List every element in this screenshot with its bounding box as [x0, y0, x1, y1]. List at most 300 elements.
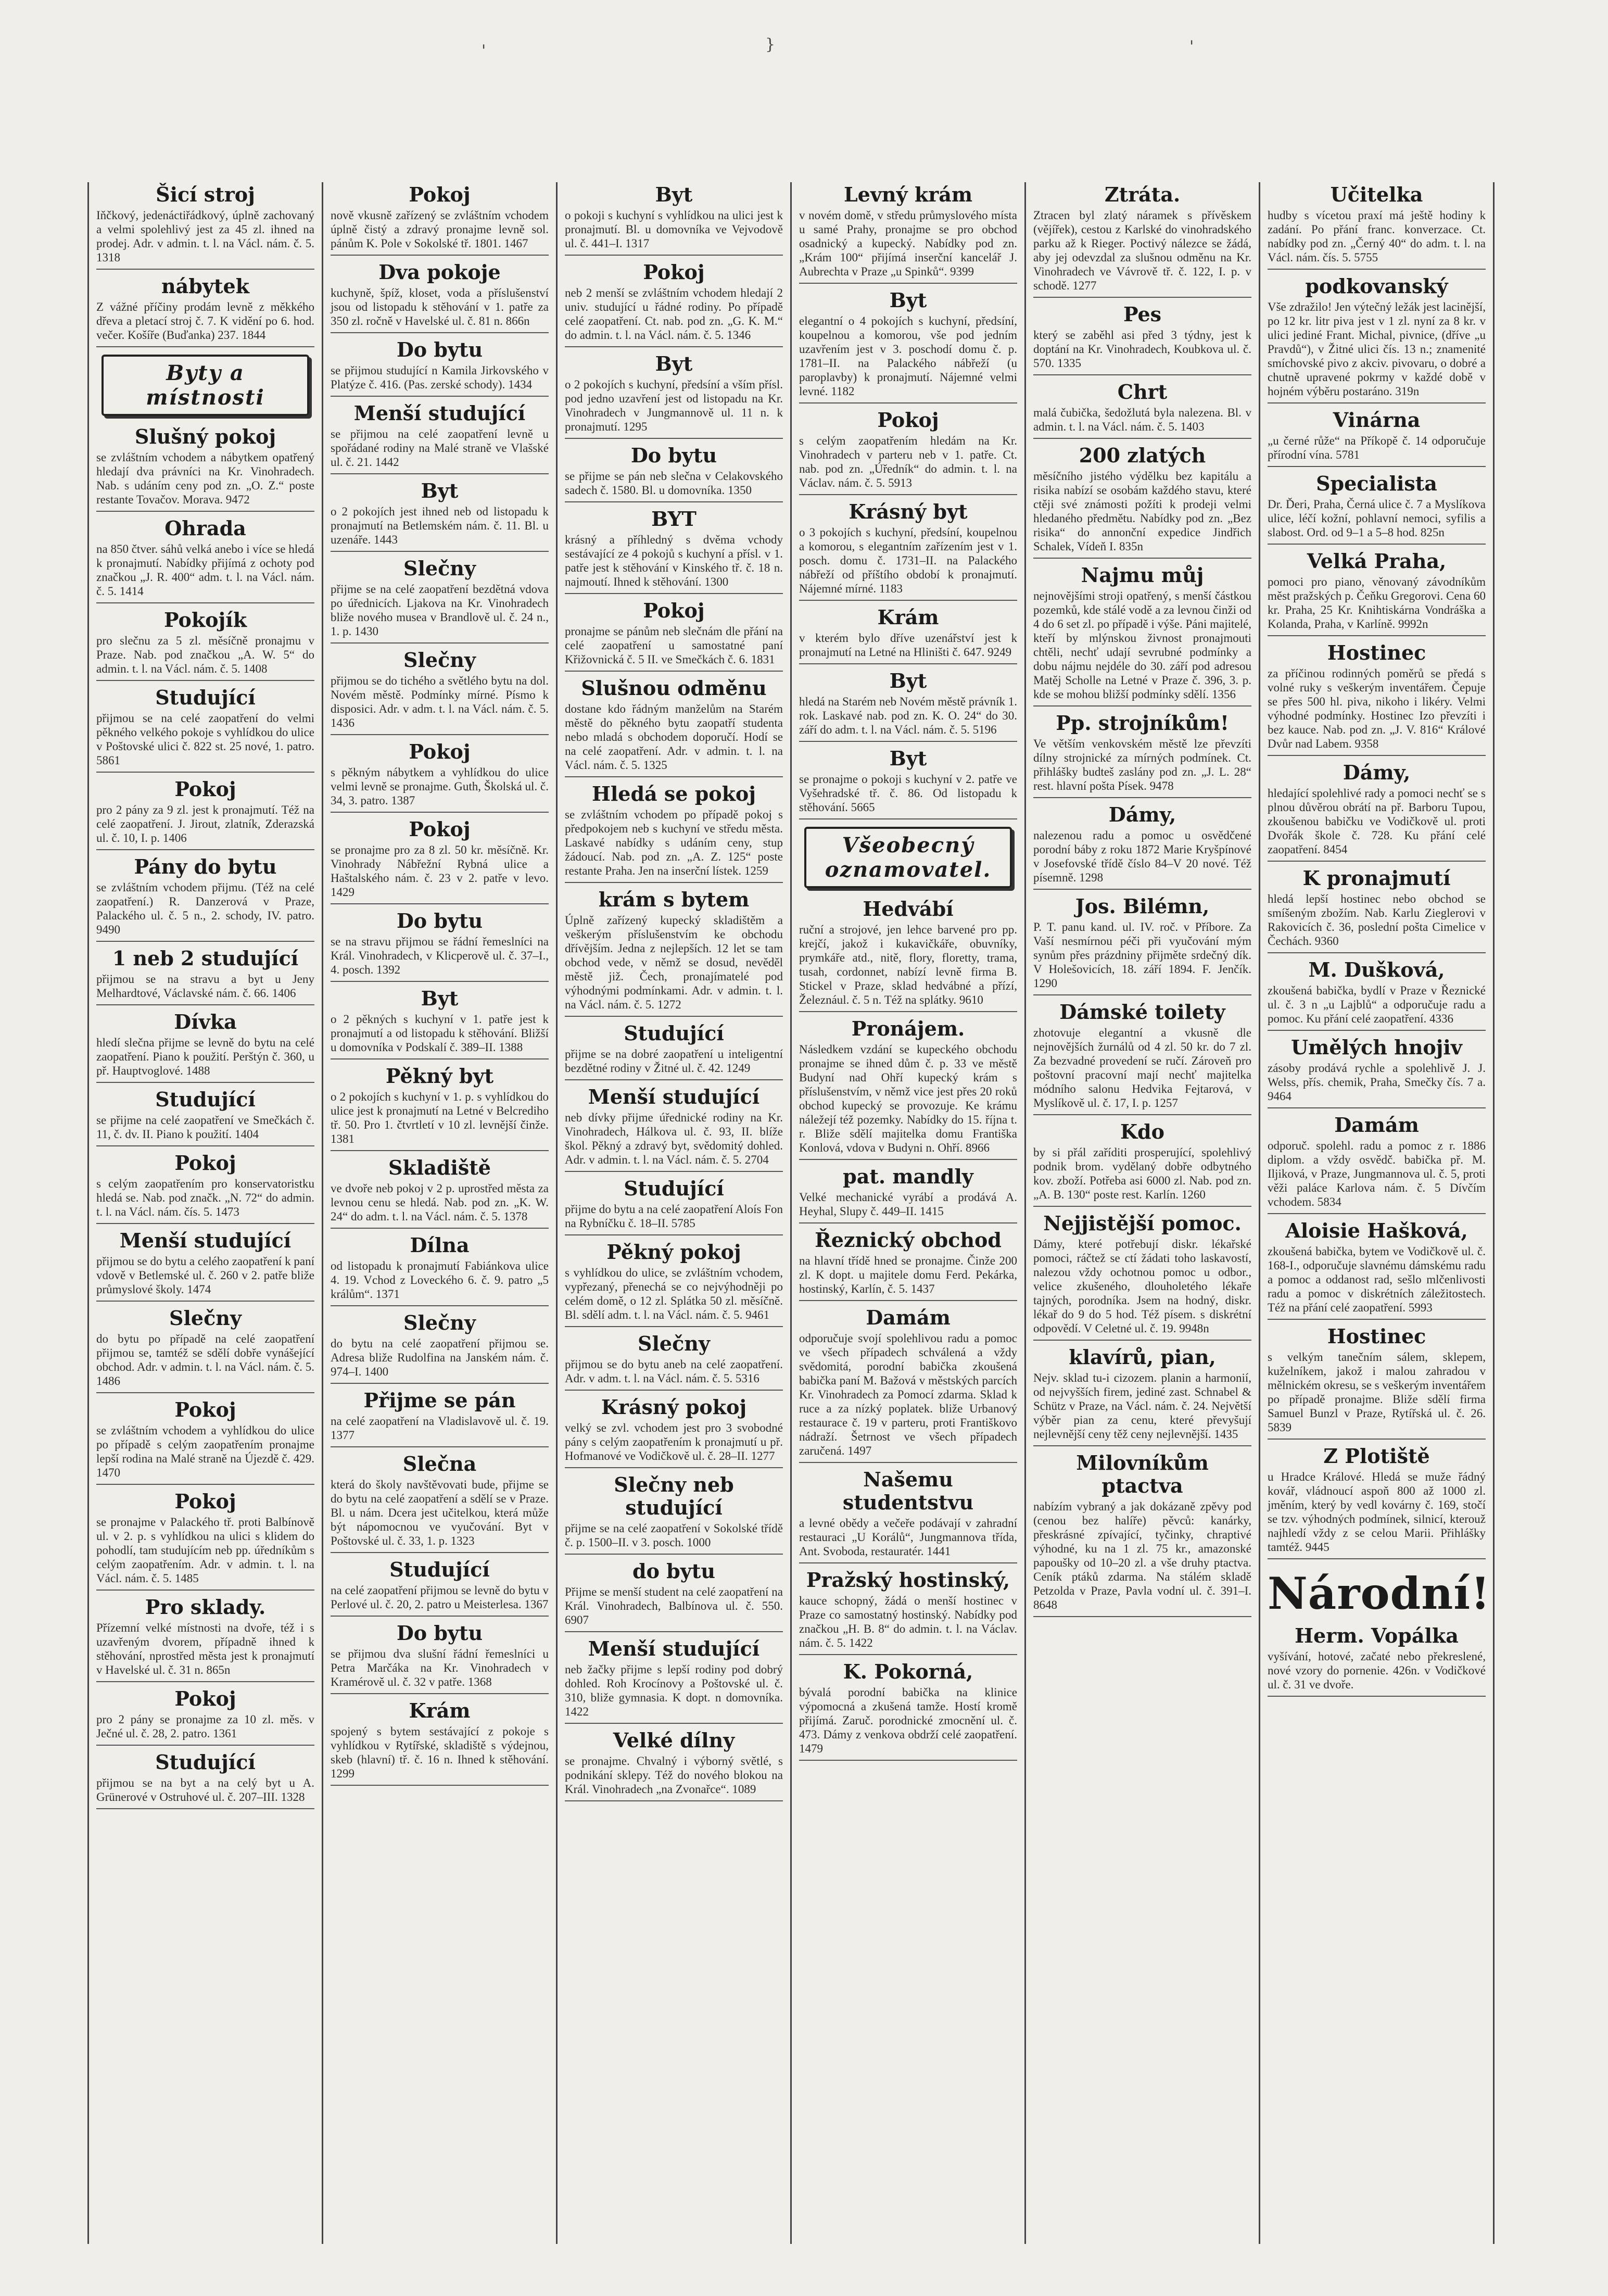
- ad-heading: Pokoj: [409, 183, 471, 206]
- ad-heading: Hedvábí: [863, 897, 954, 920]
- ad-heading: 1 neb 2 studující: [112, 947, 299, 970]
- ad-body: v novém domě, v středu průmyslového místa u samé Prahy, pronajme se pro obchod osadnický a kupecký. Nabídky pod zn. „Krám 100“ přijímá inserční kancelář J. Aubrechta v Praze „u Spinků“. 9399: [799, 209, 1017, 278]
- classified-ad: [565, 1473, 783, 1555]
- classified-ad: [799, 1229, 1017, 1301]
- classified-ad: [1268, 472, 1486, 545]
- column-5: [1026, 182, 1260, 2244]
- ad-heading: Damám: [866, 1306, 951, 1329]
- ad-heading: Menší studující: [353, 401, 526, 425]
- ad-body: s velkým tanečním sálem, sklepem, kuželníkem, jakož i malou zahradou v mělnickém okresu, se s veškerým inventářem po případě pronajme. Bliže sdělí firma Samuel Bunzl v Praze, Rytířská ul. č. 26. 5839: [1268, 1351, 1486, 1434]
- classified-ad: [331, 1311, 549, 1384]
- ad-heading: nábytek: [161, 274, 249, 298]
- ad-body: zkoušená babička, bytem ve Vodičkově ul. č. 168-I., odporučuje slavnému dámskému radu a pomoc a oddanost rad, sešlo mlčenlivosti radu a pomoc v diskrétních záležitostech. Též na přání celé zaopatření. 5993: [1268, 1245, 1486, 1314]
- ad-heading: Šicí stroj: [156, 183, 255, 206]
- ad-body: elegantní o 4 pokojích s kuchyní, předsíní, koupelnou a komorou, vše pod jedním uzavřením jest v 3. poschodí domu č. p. 1781–II. na Palackého nábřeží (u paroplavby) k pronajmutí. Nájemné velmi levné. 1182: [799, 314, 1017, 398]
- ad-body: Vše zdražilo! Jen výtečný ležák jest lacinější, po 12 kr. litr piva jest v 1 zl. nyní za 8 kr. v ulici jediné Frant. Michal, pivnice, (dříve „u Pravdů“), v Žitné ulici čís. 13 n.; znamenité smíchovské pivo z akciv. pivovaru, o dobré a chutně upravené pokrmy v každé době v hojném výběru postaráno. 319n: [1268, 300, 1486, 398]
- column-1: [89, 182, 323, 2244]
- classified-ad: [565, 1332, 783, 1391]
- ad-body: nově vkusně zařízený se zvláštním vchodem úplně čistý a zdravý pronajme levně sol. pánům K. Pole v Sokolské tř. 1801. 1467: [331, 209, 549, 250]
- classified-ad: [1033, 1212, 1251, 1341]
- classified-ad: [565, 1637, 783, 1724]
- ad-heading: K. Pokorná,: [843, 1660, 973, 1683]
- ad-body: se přijmou dva slušní řádní řemeslníci u Petra Marčáka na Kr. Vinohradech v Kramérově ul. č. 32 v patře. 1368: [331, 1647, 549, 1688]
- classified-ad: [331, 338, 549, 397]
- ad-body: hledající spolehlivé rady a pomoci nechť se s plnou důvěrou obrátí na př. Barboru Tupou, zkoušenou babičku ve Vodičkově ul. proti Dvořák škole č. 728. Ku přání celé zaopatření. 8454: [1268, 787, 1486, 856]
- ad-heading: Pokoj: [174, 1490, 236, 1513]
- ad-heading: Studující: [389, 1558, 490, 1581]
- ad-body: přijmou se do bytu aneb na celé zaopatření. Adr. v adm. t. l. na Václ. nám. č. 5. 5316: [565, 1358, 783, 1385]
- ad-body: o 2 pěkných s kuchyní v 1. patře jest k pronajmutí a od listopadu k stěhování. Bližší u domovníka v Podskalí č. 389–II. 1388: [331, 1013, 549, 1054]
- classified-ad: [331, 480, 549, 552]
- ad-body: Následkem vzdání se kupeckého obchodu pronajme se ihned dům č. p. 33 ve městě Budyní nad Ohří kupecký krám s příslušenstvím, v němž vice jest přes 20 roků obchod kupecký se provozuje. Ke krámu náležejí též pozemky. Nabídky do 15. října t. r. Bliže sdělí majitelka domu Františka Konlová, vdova v Budyni n. Ohří. 8966: [799, 1043, 1017, 1154]
- classified-ad: [1033, 381, 1251, 439]
- classified-ad: [1033, 1120, 1251, 1207]
- ad-body: s celým zaopatřením pro konservatoristku hledá se. Nab. pod značk. „N. 72“ do admin. t. l. na Václ. nám. čís. 5. 1473: [96, 1177, 314, 1218]
- top-mark-2: }: [765, 35, 776, 54]
- classified-ad: [1033, 303, 1251, 375]
- ad-heading: krám s bytem: [598, 888, 750, 911]
- ad-heading: Byt: [421, 987, 459, 1010]
- classified-ad: [799, 1017, 1017, 1160]
- ad-heading: Krám: [877, 605, 939, 629]
- ad-body: od listopadu k pronajmutí Fabiánkova ulice 4. 19. Vchod z Loveckého 6. č. 9. patro „5 králům“. 1371: [331, 1259, 549, 1301]
- classified-ad: [1033, 1346, 1251, 1446]
- ad-body: o 2 pokojích s kuchyní v 1. p. s vyhlídkou do ulice jest k pronajmutí na Letné v Belcrediho tř. 50. Pro 1. čtvrtletí v 10 zl. levnější činže. 1381: [331, 1090, 549, 1145]
- ad-body: o pokoji s kuchyní s vyhlídkou na ulici jest k pronajmutí. Bl. u domovníka ve Vejvodově ul. č. 441–I. 1317: [565, 209, 783, 250]
- ad-body: se zvláštním vchodem a vyhlídkou do ulice po případě s celým zaopatřením pronajme lepší rodina na Malé straně na Újezdě č. 429. 1470: [96, 1424, 314, 1479]
- classified-ad: [96, 1596, 314, 1682]
- ad-body: do bytu na celé zaopatření přijmou se. Adresa bliže Rudolfina na Janském nám. č. 974–I. 1400: [331, 1337, 549, 1378]
- classified-ad: [1268, 1114, 1486, 1214]
- classified-ad: [96, 1088, 314, 1146]
- classified-ad: [565, 508, 783, 594]
- ad-body: pomoci pro piano, věnovaný závodníkům měst pražských p. Čeňku Gregorovi. Cena 60 kr. Praha, 25 Kr. Knihtiskárna Vondráška a Kolanda, Praha, v Karlíně. 9992n: [1268, 575, 1486, 630]
- ad-body: se zvláštním vchodem a nábytkem opatřený hledají dva právníci na Kr. Vinohradech. Nab. s udáním ceny pod zn. „O. Z.“ poste restante Tovačov. Morava. 9472: [96, 451, 314, 506]
- ad-heading: Slušný pokoj: [134, 425, 276, 448]
- ad-body: „u černé růže“ na Příkopě č. 14 odporučuje přírodní vína. 5781: [1268, 434, 1486, 461]
- column-3: [558, 182, 792, 2244]
- ad-heading: Milovníkům ptactva: [1076, 1451, 1209, 1497]
- ad-heading: Byt: [889, 288, 927, 312]
- ad-body: Iňčkový, jedenáctiřádkový, úplně zachovaný a velmi spolehlivý jest za 45 zl. ihned na prodej. Adr. v admin. t. l. na Václ. nám. č. 5. 1318: [96, 209, 314, 264]
- ad-body: nabízím vybraný a jak dokázaně zpěvy pod (cenou bez halíře) pěvců: kanárky, přeskrásné zpívající, tyčinky, chraptivé výhodné, ku na 1 zl. 75 kr., amazonské papoušky od 10–20 zl. a vše druhy ptactva. Ceník ptáků zdarma. Na stálém skladě Petzolda v Praze, Pavla vodní ul. č. 391–I. 8648: [1033, 1500, 1251, 1611]
- classified-ad: [96, 609, 314, 681]
- ad-heading: Pokoj: [174, 1398, 236, 1421]
- ad-body: se přijme na celé zaopatření ve Smečkách č. 11, č. dv. II. Piano k použití. 1404: [96, 1114, 314, 1141]
- ad-body: zhotovuje elegantní a vkusně dle nejnovějších žurnálů od 4 zl. 50 kr. do 7 zl. Za bezvadné provedení se ručí. Zároveň pro poštovní pracovní mají nechť majitelka módního salonu Hedvika Fejtarová, v Myslíkově ul. č. 17, I. p. 1257: [1033, 1026, 1251, 1109]
- ad-heading: Studující: [155, 1088, 256, 1111]
- ad-heading: Byt: [889, 669, 927, 692]
- ad-heading: Slečna: [402, 1452, 477, 1475]
- classified-ad: [1268, 1624, 1486, 1697]
- classified-ad: [331, 183, 549, 256]
- classified-ad: [799, 1165, 1017, 1223]
- classified-ad: [565, 1022, 783, 1080]
- ad-heading: Pokoj: [643, 599, 705, 622]
- classified-ad: [799, 500, 1017, 601]
- ad-heading: Dívka: [174, 1010, 237, 1033]
- ad-body: pronajme se pánům neb slečnám dle přání na celé zaopatření u samostatné paní Křižovnická č. 5 II. ve Smečkách č. 6. 1831: [565, 625, 783, 666]
- ad-heading: Pokoj: [643, 260, 705, 284]
- ad-heading: BYT: [651, 507, 697, 531]
- ad-heading: Byt: [655, 183, 693, 206]
- classified-ad: [331, 1156, 549, 1229]
- classified-ad: [96, 183, 314, 270]
- ad-heading: Ztráta.: [1104, 183, 1181, 206]
- ad-body: v kterém bylo dříve uzenářství jest k pronajmutí na Letné na Hliništi č. 647. 9249: [799, 632, 1017, 659]
- classified-ad: [1268, 275, 1486, 403]
- ad-heading: Dámy,: [1343, 761, 1411, 784]
- ad-body: se pronajme pro za 8 zl. 50 kr. měsíčně. Kr. Vinohrady Nábřežní Rybná ulice a Haštalského nám. č. 23 v 2. patře v levo. 1429: [331, 843, 549, 899]
- classified-ad: [331, 1622, 549, 1694]
- classified-ad: [96, 855, 314, 942]
- column-6: [1260, 182, 1495, 2244]
- classified-ad: [1268, 761, 1486, 862]
- ad-heading: Pokoj: [174, 1687, 236, 1710]
- ad-body: neb dívky přijme úřednické rodiny na Kr. Vinohradech, Hálkova ul. č. 93, II. blíže škol. Pěkný a zdravý byt, svědomitý dohled. Adr. v admin. t. l. na Václ. nám. č. 5. 2704: [565, 1111, 783, 1166]
- top-mark-1: ': [482, 42, 486, 60]
- classified-ad: [96, 1687, 314, 1746]
- ad-heading: Damám: [1334, 1113, 1419, 1137]
- ad-body: neb 2 menší se zvláštním vchodem hledají 2 univ. studující u řádné rodiny. Po případě celé zaopatření. Ct. nab. pod zn. „G. K. M.“ do admin. t. l. na Václ. nám. č. 5. 1346: [565, 286, 783, 342]
- classified-ad: [799, 670, 1017, 742]
- classified-ad: [565, 1241, 783, 1327]
- classified-ad: [1268, 641, 1486, 756]
- classified-columns: [87, 182, 1495, 2244]
- ad-body: přijmou se na stravu a byt u Jeny Melhardtové, Václavské nám. č. 66. 1406: [96, 973, 314, 1000]
- classified-ad: [799, 183, 1017, 284]
- ad-heading: Studující: [624, 1021, 724, 1045]
- ad-heading: pat. mandly: [843, 1165, 973, 1188]
- ad-heading: Pokoj: [174, 1151, 236, 1175]
- ad-heading: Studující: [155, 686, 256, 709]
- ad-body: se pronajme v Palackého tř. proti Balbínově ul. v 2. p. s vyhlídkou na ulici s klidem do pohodlí, tam studujícím neb pp. úředníkům s celým zaopatřením. Adr. v admin. t. l. na Václ. nám. č. 5. 1485: [96, 1516, 314, 1585]
- ad-body: se přijme se pán neb slečna v Celakovského sadech č. 1580. Bl. u domovníka. 1350: [565, 470, 783, 497]
- classified-ad: [331, 1389, 549, 1447]
- classified-ad: [96, 1398, 314, 1485]
- classified-ad: [331, 1065, 549, 1151]
- ad-heading: Pp. strojníkům!: [1056, 711, 1229, 735]
- ad-heading: Ohrada: [164, 516, 246, 540]
- classified-ad: [331, 1558, 549, 1617]
- ad-heading: Hledá se pokoj: [591, 782, 756, 805]
- ad-body: přijme do bytu a na celé zaopatření Aloís Fon na Rybníčku č. 18–II. 5785: [565, 1203, 783, 1230]
- ad-body: malá čubička, šedožlutá byla nalezena. Bl. v admin. t. l. na Václ. nám. č. 5. 1403: [1033, 406, 1251, 433]
- ad-body: s vyhlídkou do ulice, se zvláštním vchodem, vypřezaný, přenechá se co nejvýhodněji po celém domě, o 12 zl. Splátka 50 zl. měsíčně. Bl. sdělí adm. t. l. na Václ. nám. č. 5. 9461: [565, 1266, 783, 1321]
- classified-ad: [331, 557, 549, 644]
- column-2: [323, 182, 558, 2244]
- classified-ad: [1268, 1219, 1486, 1320]
- column-4: [792, 182, 1026, 2244]
- ad-heading: Pronájem.: [851, 1017, 965, 1040]
- ad-body: se přijmou studující n Kamila Jirkovského v Platýze č. 416. (Pas. zerské schody). 1434: [331, 364, 549, 391]
- classified-ad: [96, 947, 314, 1005]
- ad-heading: Do bytu: [396, 338, 483, 361]
- ad-heading: Dámy,: [1108, 803, 1176, 826]
- ad-body: o 3 pokojích s kuchyní, předsíní, koupelnou a komorou, s elegantním zařízením jest v 1. posch. domu č. 1731–II. na Palackého nábřeží od příštího období k pronajmutí. Nájemné mírné. 1183: [799, 526, 1017, 595]
- classified-ad: [565, 261, 783, 347]
- ad-body: nejnovějšími stroji opatřený, s menší částkou pozemků, kde stálé vodě a za levnou činži od 4 do 6 set zl. po případě i výše. Páni majitelé, kteří by mlýnskou živnost pronajmouti chtěli, nechť udají sevrubné podmínky a dobu nájmu nejdéle do 30. září pod adresou Matěj Scholle na Letné v Praze č. 396, 3. p. kde se mohou bližší podmínky sdělí. 1356: [1033, 589, 1251, 701]
- ad-heading: do bytu: [632, 1559, 715, 1583]
- ad-body: přijme se na celé zaopatření bezdětná vdova po úřednicích. Ljakova na Kr. Vinohradech bliže nového musea v Brandlově ul. č. 24 n., 1. p. 1430: [331, 583, 549, 638]
- ad-heading: Pražský hostinský,: [806, 1568, 1010, 1592]
- ad-body: za příčinou rodinných poměrů se předá s volné ruky s veškerým inventářem. Čepuje se přes 500 hl. piva, nikoho i likéry. Velmi výhodné podmínky. Hostinec Izo převzíti i bez kauce. Nab. pod zn. „J. V. 816“ Králové Dvůr nad Labem. 9358: [1268, 667, 1486, 750]
- classified-ad: [799, 1306, 1017, 1463]
- ad-body: měsíčního jistého výdělku bez kapitálu a risika nabízí se osobám každého stavu, které ctěji své známosti požíti k prodeji velmi hledaného předmětu. Nabídky pod zn. „Bez risika“ do annonční expedice Jindřich Schalek, Vídeň I. 835n: [1033, 470, 1251, 553]
- ad-heading: Studující: [624, 1177, 724, 1200]
- classified-ad: [1268, 183, 1486, 270]
- ad-heading: Slečny: [638, 1332, 710, 1355]
- classified-ad: [331, 1453, 549, 1553]
- ad-body: hudby s vícetou praxí má ještě hodiny k zadání. Po přání franc. konverzace. Ct. nabídky pod zn. „Černý 40“ do adm. t. l. na Václ. nám. čís. 5. 5755: [1268, 209, 1486, 264]
- classified-ad: [799, 606, 1017, 664]
- classified-ad: [331, 402, 549, 474]
- ad-body: pro slečnu za 5 zl. měsíčně pronajmu v Praze. Nab. pod značkou „A. W. 5“ do admin. t. l. na Václ. nám. č. 5. 1408: [96, 634, 314, 675]
- ad-body: se zvláštním vchodem po případě pokoj s předpokojem neb s kuchyní ve středu města. Laskavé nabídky s udáním ceny, stup žádoucí. Nab. pod zn. „A. Z. 125“ poste restante Praha. Jen na inserční lístek. 1259: [565, 808, 783, 877]
- ad-body: s celým zaopatřením hledám na Kr. Vinohradech v parteru neb v 1. patře. Ct. nab. pod zn. „Úředník“ do admin. t. l. na Václav. nám. č. 5. 5913: [799, 434, 1017, 489]
- ad-heading: Pes: [1123, 302, 1162, 326]
- classified-ad: [331, 910, 549, 982]
- ad-body: na 850 čtver. sáhů velká anebo i více se hledá k pronajmutí. Nabídky přijímá z ochoty pod značkou „J. R. 400“ adm. t. l. na Václ. nám. č. 5. 1414: [96, 543, 314, 598]
- ad-body: kauce schopný, žádá o menší hostinec v Praze co samostatný hostinský. Nabídky pod značkou „H. B. 8“ do admin. t. l. na Václav. nám. č. 5. 1422: [799, 1594, 1017, 1649]
- classified-ad: [331, 261, 549, 333]
- classified-ad: [331, 987, 549, 1059]
- ad-body: bývalá porodní babička na klinice výpomocná a zkušená tamže. Hostí kromě přijímá. Zaruč. porodnické zmocnění ul. č. 473. Dámy z venkova obdrží celé zaopatření. 1479: [799, 1686, 1017, 1755]
- classified-ad: [1033, 712, 1251, 798]
- ad-heading: Slečny: [169, 1306, 242, 1330]
- classified-ad: [1033, 183, 1251, 298]
- ad-body: přijmou se do bytu a celého zaopatření k paní vdově v Betlemské ul. č. 260 v 2. patře bliže průmyslové školy. 1474: [96, 1255, 314, 1296]
- ad-heading: Našemu studentstvu: [842, 1468, 974, 1514]
- ad-body: Ve větším venkovském městě lze převzíti dílny strojnické za mírných podmínek. Ct. přihlášky budteš zaslány pod zn. „J. L. 28“ rest. hlavní pošta Písek. 9478: [1033, 737, 1251, 792]
- ad-body: Dr. Ďeri, Praha, Černá ulice č. 7 a Myslíkova ulice, léčí kožní, pohlavní nemoci, syfilis a slabost. Ord. od 9–1 a 5–8 hod. 825n: [1268, 498, 1486, 539]
- ad-body: o 2 pokojích jest ihned neb od listopadu k pronajmutí na Betlemském nám. č. 11. Bl. u uzenáře. 1443: [331, 505, 549, 546]
- classified-ad: [565, 783, 783, 883]
- ad-body: neb žačky přijme s lepší rodiny pod dobrý dohled. Roh Krocínovy a Poštovské ul. č. 310, bliže gymnasia. K dopt. n domovníka. 1422: [565, 1663, 783, 1718]
- classified-ad: [96, 275, 314, 347]
- classified-ad: [1033, 564, 1251, 707]
- classified-ad: [96, 686, 314, 773]
- classified-ad: [96, 1229, 314, 1302]
- classified-ad: [565, 1729, 783, 1801]
- classified-ad: [565, 677, 783, 777]
- classified-ad: [565, 352, 783, 439]
- classified-ad: [1033, 1452, 1251, 1617]
- ad-heading: podkovanský: [1305, 274, 1448, 298]
- ad-heading: Menší studující: [119, 1229, 292, 1252]
- ad-heading: Aloisie Hašková,: [1285, 1219, 1468, 1242]
- ad-body: s pěkným nábytkem a vyhlídkou do ulice velmi levně se pronajme. Guth, Školská ul. č. 34, 3. patro. 1387: [331, 766, 549, 807]
- ad-heading: Byt: [655, 352, 693, 375]
- ad-heading: Slečny neb studující: [614, 1473, 734, 1519]
- ad-heading: Menší studující: [588, 1637, 760, 1660]
- classified-ad: [96, 1307, 314, 1393]
- ad-heading: Slušnou odměnu: [581, 676, 767, 700]
- ad-body: Velké mechanické vyrábí a prodává A. Heyhal, Slupy č. 449–II. 1415: [799, 1191, 1017, 1218]
- classified-ad: [1268, 550, 1486, 636]
- ad-heading: Specialista: [1316, 472, 1437, 495]
- ad-body: přijme se na dobré zaopatření u inteligentní bezdětné rodiny v Žitné ul. č. 42. 1249: [565, 1048, 783, 1075]
- classified-ad: [96, 517, 314, 603]
- classified-ad: [1268, 1325, 1486, 1440]
- ad-body: Úplně zařízený kupecký skladištěm a veškerým příslušenstvím ke obchodu dřívějším. Jedna z nejlepších. 12 let se tam obchod vede, v němž se dosud, nevěděl městě již. Čech, pronajímatelé pod výhodnými podmínkami. Adr. v admin. t. l. na Václ. nám. č. 5. 1272: [565, 914, 783, 1011]
- classified-ad: [565, 888, 783, 1017]
- ad-body: se přijmou na celé zaopatření levně u spořádané rodiny na Malé straně ve Vlašské ul. č. 21. 1442: [331, 427, 549, 469]
- ad-heading: Levný krám: [843, 183, 973, 206]
- ad-body: nalezenou radu a pomoc u osvědčené porodní báby z roku 1872 Marie Kryšpínové v Josefovské třídě číslo 84–V 20 nové. Též písemně. 1298: [1033, 829, 1251, 884]
- classified-ad: [96, 1011, 314, 1083]
- classified-ad: [331, 1699, 549, 1786]
- ad-body: přijmou se na celé zaopatření do velmi pěkného velkého pokoje s vyhlídkou do ulice v Poštovské ulici č. 822 st. 25 nové, 1. patro. 5861: [96, 712, 314, 767]
- ad-heading: Velká Praha,: [1307, 549, 1447, 573]
- ad-body: spojený s bytem sestávající z pokoje s vyhlídkou v Rytířské, skladiště s výdejnou, skeb (hlavní) tř. č. 16 n. Ihned k stěhování. 1299: [331, 1725, 549, 1780]
- classified-ad: [1268, 409, 1486, 467]
- ad-body: krásný a příhledný s dvěma vchody sestávající ze 4 pokojů s kuchyní a přísl. v 1. patře jest k stěhování v Kinského tř. č. 18 n. najmoutí. Ihned k stěhování. 1300: [565, 533, 783, 588]
- ad-heading: Jos. Bilémn,: [1075, 894, 1210, 918]
- ad-heading: Krásný byt: [849, 500, 968, 523]
- classified-ad: [565, 1396, 783, 1468]
- classified-ad: [331, 1234, 549, 1306]
- classified-ad: [565, 599, 783, 672]
- classified-ad: [799, 747, 1017, 819]
- ad-heading: Učitelka: [1330, 183, 1423, 206]
- ad-heading: Vinárna: [1333, 408, 1421, 432]
- ad-body: Z vážné příčiny prodám levně z měkkého dřeva a pletací stroj č. 7. K vidění po 6. hod. večer. Košíře (Buďanka) 237. 1844: [96, 300, 314, 342]
- classified-ad: [1268, 867, 1486, 953]
- ad-heading: Slečny: [403, 557, 476, 580]
- ad-body: hledá na Starém neb Novém městě právník 1. rok. Laskavé nab. pod zn. K. O. 24“ do 30. září do adm. t. l. na Václ. nám. č. 5. 5196: [799, 695, 1017, 736]
- classified-ad: [565, 1560, 783, 1632]
- classified-ad: [1268, 1036, 1486, 1108]
- classified-ad: [96, 1751, 314, 1809]
- ad-heading: Přijme se pán: [363, 1389, 516, 1412]
- ad-body: na hlavní třídě hned se pronajme. Činže 200 zl. K dopt. u majitele domu Ferd. Pekárka, hostinský, Karlín, č. 5. 1437: [799, 1254, 1017, 1295]
- ad-heading: Dámské toilety: [1059, 1000, 1225, 1024]
- ad-heading: Hostinec: [1327, 641, 1426, 664]
- classified-ad: [1268, 958, 1486, 1031]
- ad-body: zkoušená babička, bydlí v Praze v Řeznické ul. č. 3 n „u Lajblů“ a odporučuje radu a pomoc. Ku přání celé zaopatření. 4336: [1268, 984, 1486, 1025]
- ad-heading: Pokoj: [174, 777, 236, 801]
- ad-body: Nejv. sklad tu-i cizozem. planin a harmonií, od nejvyšších firem, jediné zast. Schnabel & Schütz v Praze, na Václ. nám. č. 24. Největší výběr pian za cenu, které převyšují nejlevnější ceny těž ceny nejlevnější. 1435: [1033, 1371, 1251, 1441]
- ad-heading: Pokoj: [409, 740, 471, 763]
- classified-ad: [799, 409, 1017, 495]
- ad-body: P. T. panu kand. ul. IV. roč. v Příbore. Za Vaší nesmírnou péči při vyučování mým synům přes prázdniny přijměte srdečný dík. V Holešovicích, 18. září 1894. F. Jenčík. 1290: [1033, 920, 1251, 990]
- ad-body: Ztracen byl zlatý náramek s přívěskem (vějířek), cestou z Karlské do vinohradského parku až k Rieger. Poctivý nálezce se žádá, aby jej odevzdal za slušnou odměnu na Kr. Vinohradech ve Vávrově tř. č. 122, I. p. v schodě. 1277: [1033, 209, 1251, 292]
- classified-ad: [799, 1569, 1017, 1655]
- ad-heading: Pěkný byt: [385, 1064, 494, 1088]
- ad-heading: Řeznický obchod: [815, 1228, 1002, 1252]
- ad-heading: Najmu můj: [1081, 563, 1204, 587]
- ad-body: a levné obědy a večeře podávají v zahradní restauraci „U Korálů“, Jungmannova třída, Ant. Svoboda, restauratér. 1441: [799, 1517, 1017, 1558]
- ad-body: odporuč. spolehl. radu a pomoc z r. 1886 diplom. a vždy osvědč. babička př. M. Iljiková, v Praze, Jungmannova ul. č. 5, proti věži paláce Karlova nám. č. 5 Dívčím vchodem. 5834: [1268, 1139, 1486, 1208]
- ad-heading: Krám: [409, 1699, 471, 1722]
- classified-ad: [96, 425, 314, 512]
- ad-heading: Umělých hnojiv: [1291, 1036, 1462, 1059]
- ad-body: přijmou se na byt a na celý byt u A. Grünerové v Ostruhové ul. č. 207–III. 1328: [96, 1776, 314, 1803]
- classified-ad: [799, 898, 1017, 1012]
- ad-heading: Nejjistější pomoc.: [1043, 1212, 1242, 1235]
- ad-body: přijmou se do tichého a světlého bytu na dol. Novém městě. Podmínky mírné. Písmo k disposici. Adr. v adm. t. l. na Václ. nám. č. 5. 1436: [331, 674, 549, 729]
- ad-body: Dámy, které potřebují diskr. lékařské pomoci, ráčtež se ctí žádati toho laskavostí, nalezou vždy ochotnou pomoc u odbor., velice zkušeného, dlouholetého lékaře tajných, porodníka. Jsem na hodný, diskr. lékař do 9 do 5 hod. Též písem. s diskrétní odpovědí. V Celetné ul. č. 19. 9948n: [1033, 1238, 1251, 1335]
- ad-body: vyšívání, hotové, začaté nebo překreslené, nové vzory do pornenie. 426n. v Vodičkové ul. č. 31 ve dvoře.: [1268, 1650, 1486, 1691]
- ad-body: pro 2 pány za 9 zl. jest k pronajmutí. Též na celé zaopatření. J. Jirout, zlatník, Zderazská ul. č. 10, I. p. 1406: [96, 803, 314, 844]
- classified-ad: [799, 1660, 1017, 1761]
- ad-heading: Pokoj: [409, 817, 471, 841]
- ad-heading: Pokoj: [877, 408, 939, 432]
- ad-heading: Do bytu: [396, 909, 483, 932]
- ad-heading: Skladiště: [388, 1156, 491, 1179]
- ad-heading: Krásný pokoj: [601, 1395, 747, 1419]
- classified-ad: [1033, 895, 1251, 995]
- ad-heading: K pronajmutí: [1302, 866, 1451, 890]
- ad-heading: Kdo: [1120, 1120, 1164, 1143]
- classified-ad: [565, 1086, 783, 1172]
- classified-ad: [799, 1468, 1017, 1563]
- ad-heading: Herm. Vopálka: [1295, 1624, 1459, 1647]
- ad-heading: Pěkný pokoj: [606, 1240, 741, 1264]
- ad-body: odporučuje svojí spolehlivou radu a pomoc ve všech případech schválená a vždy svědomitá, porodní babička zkoušená babička paní M. Bažová v městských parcích Kr. Vinohradech za Pomocí zdarma. Sklad k ruce a za nízký poplatek. bliže Urbanový restaurace č. 19 v parteru, proti Františkovo nádraží. Šetrnost ve všech případech zaručená. 1497: [799, 1332, 1017, 1457]
- ad-body: ruční a strojové, jen lehce barvené pro pp. krejčí, jakož i kukavičkáře, obuvníky, prymkáře atd., nitě, flory, floretty, trama, tusah, cordonnet, nabízí levně firma B. Stickel v Praze, sklad hedvábné a přízí, Železnául. č. 5 n. Též na splátky. 9610: [799, 923, 1017, 1006]
- classified-ad: [331, 740, 549, 813]
- ad-body: se na stravu přijmou se řádní řemeslníci na Král. Vinohradech, v Klicperově ul. č. 37–I., 4. posch. 1392: [331, 935, 549, 976]
- ad-heading: Pokojík: [163, 608, 247, 632]
- ad-heading: Slečny: [403, 648, 476, 672]
- ad-heading: Byt: [889, 747, 927, 770]
- classified-ad: [565, 183, 783, 256]
- classified-ad: [799, 289, 1017, 403]
- ad-body: ve dvoře neb pokoj v 2 p. uprostřed města za levnou cenu se hledá. Nab. pod zn. „K. W. 24“ do adm. t. l. na Václ. nám. č. 5. 1378: [331, 1182, 549, 1223]
- ad-body: který se zaběhl asi před 3 týdny, jest k doptání na Kr. Vinohradech, Koubkova ul. č. 570. 1335: [1033, 329, 1251, 370]
- ad-body: se pronajme. Chvalný i výborný světlé, s podnikání sklepy. Též do nového blokou na Král. Vinohradech „na Zvonařce“. 1089: [565, 1755, 783, 1796]
- ad-heading: Chrt: [1117, 380, 1168, 403]
- ad-heading: Byt: [421, 479, 459, 502]
- ad-heading: Velké dílny: [613, 1729, 735, 1752]
- ad-body: dostane kdo řádným manželům na Starém městě do pěkného bytu zaopatří studenta nebo mladá s obchodem doporučí. Hodí se na celé zaopatření. Adr. v admin. t. l. na Václ. nám. č. 5. 1325: [565, 702, 783, 772]
- classified-ad: [96, 778, 314, 850]
- ad-body: hledá lepší hostinec nebo obchod se smíšeným zbožím. Nab. Karlu Zieglerovi v Rakovicích č. 36, poslední pošta Cimelice v Čechách. 9360: [1268, 892, 1486, 948]
- ad-heading: 200 zlatých: [1079, 444, 1206, 467]
- ad-body: do bytu po případě na celé zaopatření přijmou se, tamtéž se sdělí dobře vynášející obchod. Adr. v admin. t. l. na Václ. nám. č. 5. 1486: [96, 1332, 314, 1387]
- classified-ad: [1268, 1445, 1486, 1559]
- ad-body: Přijme se menší student na celé zaopatření na Král. Vinohradech, Balbínova ul. č. 550. 6907: [565, 1585, 783, 1626]
- ad-body: na celé zaopatření na Vladislavově ul. č. 19. 1377: [331, 1415, 549, 1442]
- ad-body: která do školy navštěvovati bude, přijme se do bytu na celé zaopatření a sdělí se v Praze. Bl. u nám. Dcera jest učitelkou, která může být nápomocnou ve vyučování. Byt v Poštovské ul. č. 33, 1. p. 1323: [331, 1478, 549, 1547]
- ad-heading: Z Plotiště: [1323, 1444, 1430, 1468]
- top-mark-3: ': [1189, 37, 1194, 56]
- ad-heading: Slečny: [403, 1311, 476, 1334]
- ad-heading: Dílna: [410, 1233, 470, 1257]
- section-banner: Byty a místnosti: [102, 355, 309, 416]
- ad-body: hledí slečna přijme se levně do bytu na celé zaopatření. Piano k použití. Perštýn č. 360, u př. Hauptvoglové. 1488: [96, 1036, 314, 1077]
- ad-heading: Studující: [155, 1750, 256, 1774]
- ad-heading: Pro sklady.: [145, 1595, 266, 1619]
- ad-heading: M. Dušková,: [1308, 958, 1445, 981]
- ad-body: se pronajme o pokoji s kuchyní v 2. patře ve Vyšehradské tř. č. 86. Od listopadu k stěhování. 5665: [799, 773, 1017, 814]
- ad-body: pro 2 pány se pronajme za 10 zl. měs. v Ječné ul. č. 28, 2. patro. 1361: [96, 1713, 314, 1740]
- ad-heading: Dva pokoje: [378, 260, 501, 284]
- ad-heading: Menší studující: [588, 1085, 760, 1108]
- ad-body: o 2 pokojích s kuchyní, předsíní a vším přísl. pod jedno uzavření jest od listopadu na Kr. Vinohradech v Jungmannově ul. 11 n. k pronajmutí. 1295: [565, 378, 783, 433]
- classified-ad: [331, 649, 549, 735]
- ad-body: by si přál zaříditi prosperující, spolehlivý podnik brom. vydělaný dobře odbytného kov. zboží. Potřeba asi 6000 zl. Nab. pod zn. „A. B. 130“ poste rest. Karlín. 1260: [1033, 1146, 1251, 1201]
- ad-body: na celé zaopatření přijmou se levně do bytu v Perlové ul. č. 20, 2. patro u Meisterlesa. 1367: [331, 1584, 549, 1611]
- classified-ad: [1033, 444, 1251, 559]
- ad-body: se zvláštním vchodem přijmu. (Též na celé zaopatření.) R. Danzerová v Praze, Palackého ul. č. 5 n., 2. schody, IV. patro. 9490: [96, 881, 314, 936]
- classified-ad: [565, 444, 783, 502]
- ad-body: u Hradce Králové. Hledá se muže řádný kovář, vládnoucí aspoň 800 až 1000 zl. jměním, který by vedl kovárny č. 169, stočí se tzv. výhodných podmínek, silnicí, kterouž najhledí vždy z se celou Marii. Přihlášky tamtéž. 9445: [1268, 1470, 1486, 1554]
- section-banner: Všeobecný oznamovatel.: [804, 827, 1012, 888]
- large-advert-heading: Národní!: [1268, 1568, 1491, 1619]
